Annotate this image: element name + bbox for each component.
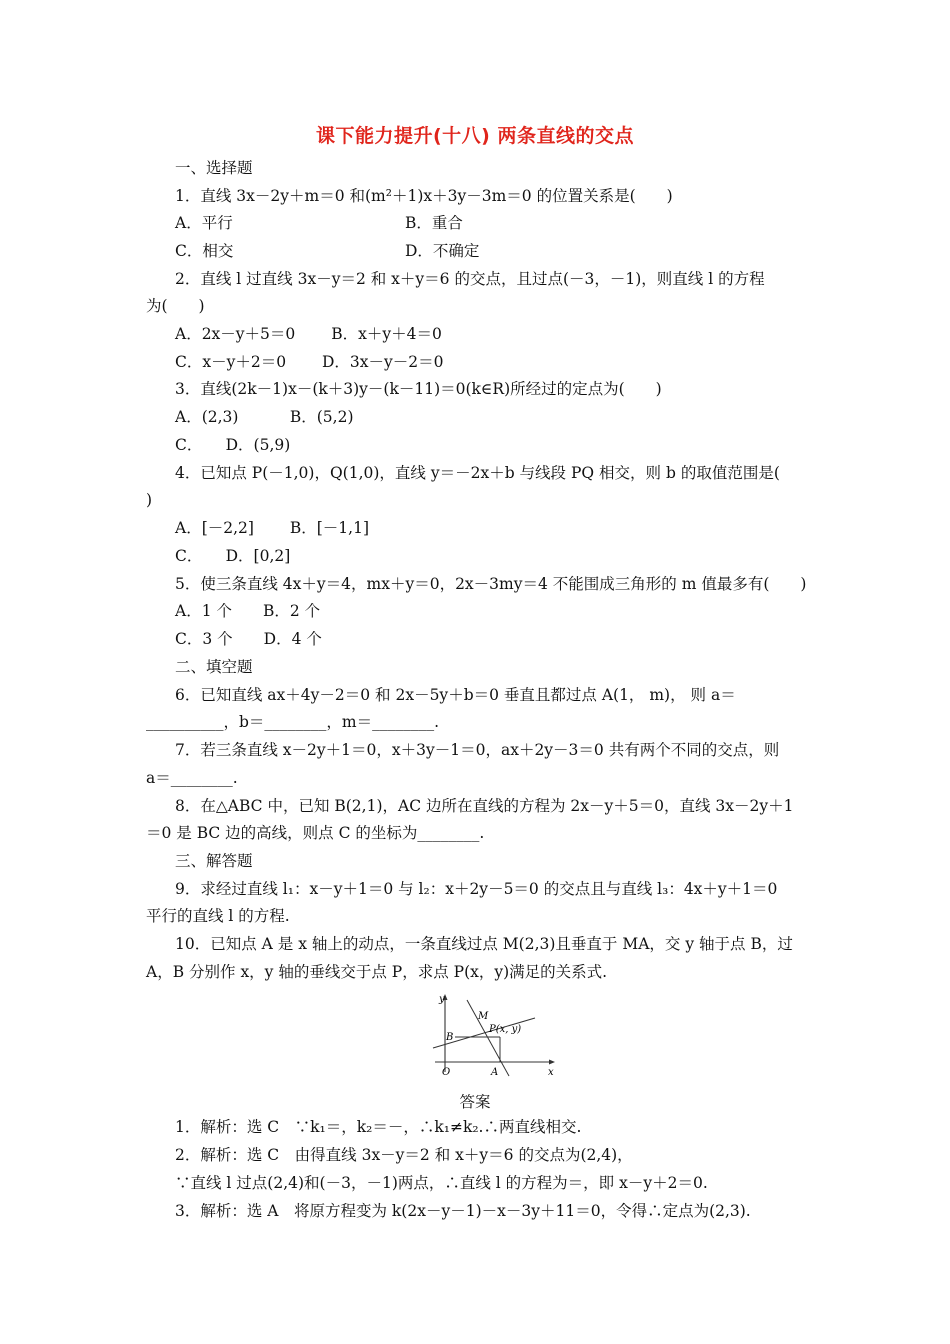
answer-line: 2．解析：选 C 由得直线 3x－y＝2 和 x＋y＝6 的交点为(2,4)， <box>175 1146 633 1164</box>
option-a: A．平行 <box>175 214 233 232</box>
question-stem-cont: 平行的直线 l 的方程. <box>146 907 290 925</box>
question-stem-cont: ＝0 是 BC 边的高线，则点 C 的坐标为________. <box>146 824 485 842</box>
options-cd: C．x－y＋2＝0 D．3x－y－2＝0 <box>175 353 444 371</box>
section-heading: 二、填空题 <box>175 658 253 676</box>
question-stem-cont: ) <box>146 491 153 509</box>
point-m-label: M <box>478 1011 489 1022</box>
question-stem-cont: 为( ) <box>146 297 205 315</box>
x-axis-label: x <box>548 1067 554 1078</box>
question-stem: 9．求经过直线 l₁：x－y＋1＝0 与 l₂：x＋2y－5＝0 的交点且与直线 l₃：4x＋y＋1＝0 <box>175 880 778 898</box>
question-stem: 8．在△ABC 中，已知 B(2,1)，AC 边所在直线的方程为 2x－y＋5＝0，直线 3x－2y＋1 <box>175 797 794 815</box>
y-axis-label: y <box>439 994 445 1005</box>
question-stem: 7．若三条直线 x－2y＋1＝0，x＋3y－1＝0，ax＋2y－3＝0 共有两个不同的交点，则 <box>175 741 780 759</box>
answer-line: 1．解析：选 C ∵k₁＝，k₂＝－，∴k₁≠k₂.∴两直线相交. <box>175 1118 582 1136</box>
option-c: C．相交 <box>175 242 234 260</box>
answers-heading: 答案 <box>459 1093 491 1111</box>
question-stem: 4．已知点 P(－1,0)，Q(1,0)，直线 y＝－2x＋b 与线段 PQ 相交，则 b 的取值范围是( <box>175 464 780 482</box>
x-axis-arrow <box>549 1060 555 1065</box>
question-stem: 6．已知直线 ax＋4y－2＝0 和 2x－5y＋b＝0 垂直且都过点 A(1， m)， 则 a＝ <box>175 686 736 704</box>
question-stem: 2．直线 l 过直线 3x－y＝2 和 x＋y＝6 的交点，且过点(－3，－1)，则直线 l 的方程 <box>175 270 765 288</box>
option-b: B．重合 <box>405 214 463 232</box>
coordinate-figure <box>425 990 560 1080</box>
options-ab: A．[－2,2] B．[－1,1] <box>175 519 370 537</box>
section-heading: 三、解答题 <box>175 852 253 870</box>
question-stem-cont: __________，b＝________，m＝________. <box>146 713 440 731</box>
point-p-label: P(x, y) <box>489 1024 522 1035</box>
options-ab: A．2x－y＋5＝0 B．x＋y＋4＝0 <box>175 325 442 343</box>
question-stem-cont: A，B 分别作 x，y 轴的垂线交于点 P，求点 P(x，y)满足的关系式. <box>146 963 608 981</box>
options-ab: A．1 个 B．2 个 <box>175 602 321 620</box>
question-stem: 5．使三条直线 4x＋y＝4，mx＋y＝0，2x－3my＝4 不能围成三角形的 m 值最多有( ) <box>175 575 807 593</box>
options-cd: C． D．[0,2] <box>175 547 291 565</box>
origin-label: O <box>442 1067 451 1078</box>
point-a-label: A <box>491 1067 499 1078</box>
question-stem: 3．直线(2k－1)x－(k＋3)y－(k－11)＝0(k∈R)所经过的定点为( ) <box>175 380 662 398</box>
point-b-label: B <box>446 1032 454 1043</box>
question-stem: 10．已知点 A 是 x 轴上的动点，一条直线过点 M(2,3)且垂直于 MA，交 y 轴于点 B，过 <box>175 935 793 953</box>
options-cd: C．3 个 D．4 个 <box>175 630 322 648</box>
options-ab: A．(2,3) B．(5,2) <box>175 408 354 426</box>
answer-line: 3．解析：选 A 将原方程变为 k(2x－y－1)－x－3y＋11＝0，令得∴定点为(2,3). <box>175 1202 751 1220</box>
answer-line: ∵直线 l 过点(2,4)和(－3，－1)两点，∴直线 l 的方程为＝，即 x－y＋2＝0. <box>175 1174 708 1192</box>
options-cd: C． D．(5,9) <box>175 436 291 454</box>
section-heading: 一、选择题 <box>175 159 253 177</box>
option-d: D．不确定 <box>405 242 480 260</box>
question-stem: 1．直线 3x－2y＋m＝0 和(m²＋1)x＋3y－3m＝0 的位置关系是( ) <box>175 187 673 205</box>
page-title: 课下能力提升(十八) 两条直线的交点 <box>316 125 634 147</box>
question-stem-cont: a＝________. <box>146 769 238 787</box>
